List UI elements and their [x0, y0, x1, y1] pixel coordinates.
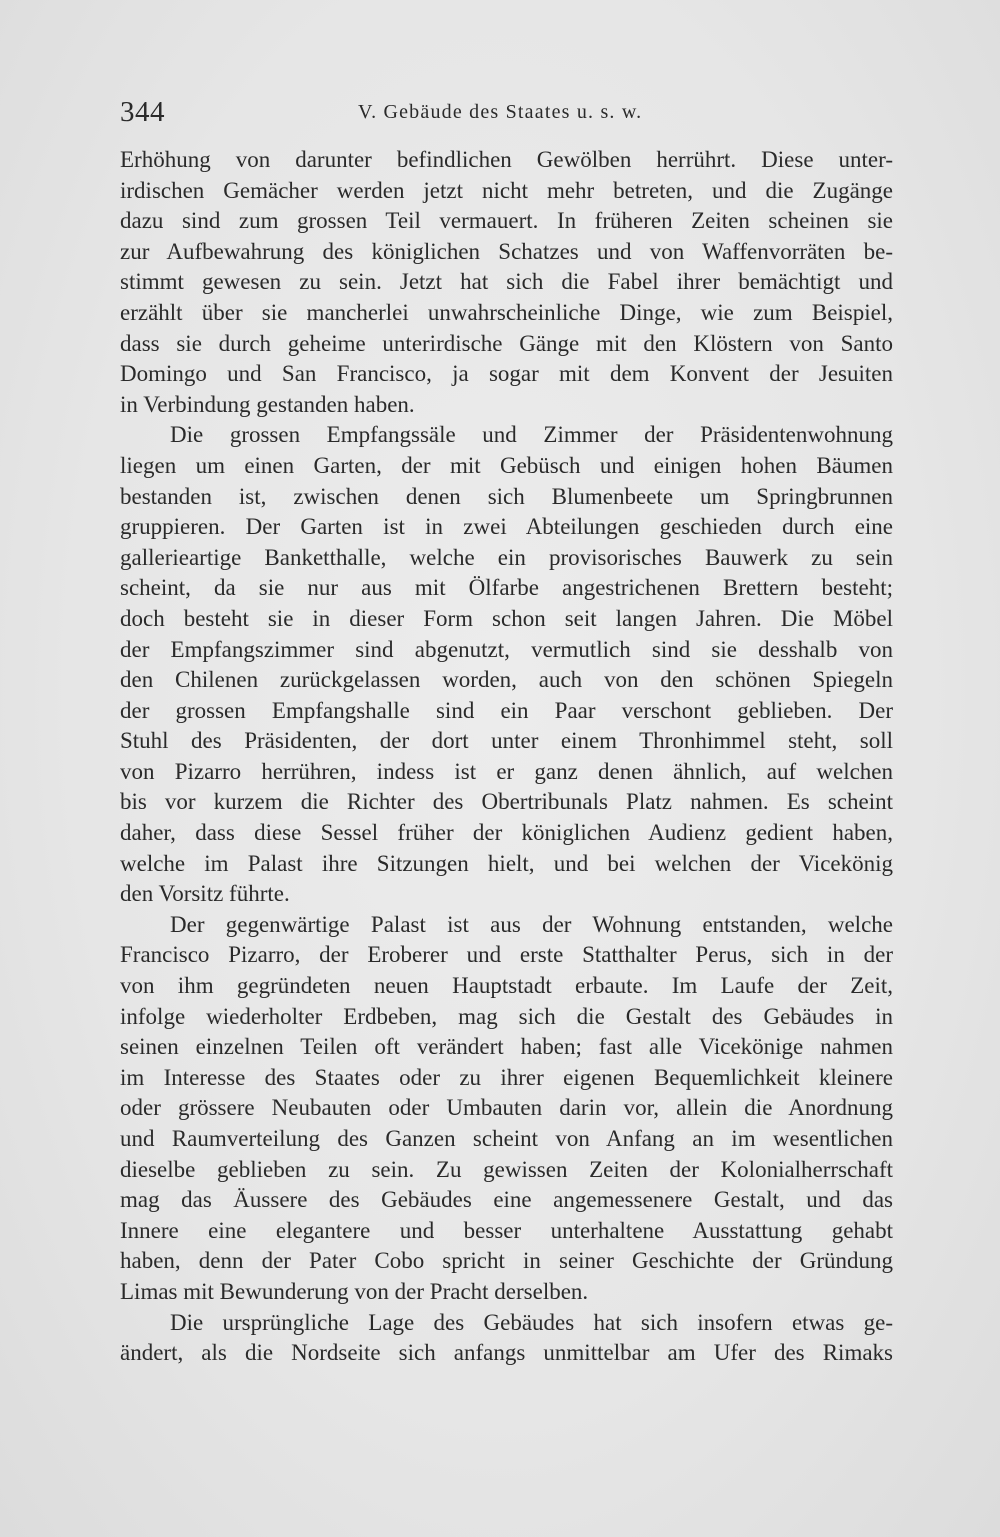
text-line: von Pizarro herrühren, indess ist er ganz denen ähnlich, auf welchen	[120, 758, 893, 784]
text-line: haben, denn der Pater Cobo spricht in seiner Geschichte der Gründung	[120, 1248, 893, 1274]
text-line: Der gegenwärtige Palast ist aus der Wohnung entstanden, welche	[170, 911, 893, 937]
text-line: oder grössere Neubauten oder Umbauten darin vor, allein die Anordnung	[120, 1095, 893, 1121]
text-line: Francisco Pizarro, der Eroberer und erste Statthalter Perus, sich in der	[120, 942, 893, 968]
text-line: Die grossen Empfangssäle und Zimmer der Präsidentenwohnung	[170, 422, 893, 448]
text-line: den Chilenen zurückgelassen worden, auch von den schönen Spiegeln	[120, 667, 893, 693]
text-line: gruppieren. Der Garten ist in zwei Abteilungen geschieden durch eine	[120, 514, 893, 540]
text-line: Die ursprüngliche Lage des Gebäudes hat sich insofern etwas ge-	[170, 1309, 893, 1335]
text-line: der Empfangszimmer sind abgenutzt, vermutlich sind sie desshalb von	[120, 636, 893, 662]
text-line: Domingo und San Francisco, ja sogar mit dem Konvent der Jesuiten	[120, 361, 893, 387]
paragraph	[120, 910, 893, 1308]
text-line: gallerieartige Banketthalle, welche ein provisorisches Bauwerk zu sein	[120, 544, 893, 570]
paragraph	[120, 1308, 893, 1369]
text-line: Stuhl des Präsidenten, der dort unter einem Thronhimmel steht, soll	[120, 728, 893, 754]
text-line: zur Aufbewahrung des königlichen Schatzes und von Waffenvorräten be-	[120, 238, 893, 264]
paragraph	[120, 145, 893, 420]
text-line: scheint, da sie nur aus mit Ölfarbe angestrichenen Brettern besteht;	[120, 575, 893, 601]
text-line: Limas mit Bewunderung von der Pracht derselben.	[120, 1278, 589, 1304]
text-line: erzählt über sie mancherlei unwahrscheinliche Dinge, wie zum Beispiel,	[120, 299, 893, 325]
text-line: dazu sind zum grossen Teil vermauert. In früheren Zeiten scheinen sie	[120, 208, 893, 234]
text-line: in Verbindung gestanden haben.	[120, 391, 415, 417]
text-line: stimmt gewesen zu sein. Jetzt hat sich die Fabel ihrer bemächtigt und	[120, 269, 893, 295]
text-line: liegen um einen Garten, der mit Gebüsch und einigen hohen Bäumen	[120, 452, 893, 478]
running-head: V. Gebäude des Staates u. s. w.	[358, 101, 643, 123]
text-line: dass sie durch geheime unterirdische Gänge mit den Klöstern von Santo	[120, 330, 893, 356]
text-line: ändert, als die Nordseite sich anfangs unmittelbar am Ufer des Rimaks	[120, 1340, 893, 1366]
text-line: bis vor kurzem die Richter des Obertribunals Platz nahmen. Es scheint	[120, 789, 893, 815]
page-number: 344	[120, 96, 165, 128]
text-line: doch besteht sie in dieser Form schon seit langen Jahren. Die Möbel	[120, 605, 893, 631]
text-line: seinen einzelnen Teilen oft verändert haben; fast alle Vicekönige nahmen	[120, 1034, 893, 1060]
text-line: daher, dass diese Sessel früher der königlichen Audienz gedient haben,	[120, 820, 893, 846]
body-text	[120, 145, 893, 1369]
text-line: der grossen Empfangshalle sind ein Paar verschont geblieben. Der	[120, 697, 893, 723]
text-line: dieselbe geblieben zu sein. Zu gewissen Zeiten der Kolonialherrschaft	[120, 1156, 893, 1182]
text-line: mag das Äussere des Gebäudes eine angemessenere Gestalt, und das	[120, 1187, 893, 1213]
text-line: welche im Palast ihre Sitzungen hielt, und bei welchen der Vicekönig	[120, 850, 893, 876]
text-line: irdischen Gemächer werden jetzt nicht mehr betreten, und die Zugänge	[120, 177, 893, 203]
text-line: Erhöhung von darunter befindlichen Gewölben herrührt. Diese unter-	[120, 147, 893, 172]
text-line: den Vorsitz führte.	[120, 881, 290, 907]
text-line: infolge wiederholter Erdbeben, mag sich die Gestalt des Gebäudes in	[120, 1003, 893, 1029]
text-line: bestanden ist, zwischen denen sich Blumenbeete um Springbrunnen	[120, 483, 893, 509]
paragraph	[120, 420, 893, 910]
text-line: und Raumverteilung des Ganzen scheint von Anfang an im wesentlichen	[120, 1126, 893, 1151]
text-line: Innere eine elegantere und besser unterhaltene Ausstattung gehabt	[120, 1217, 893, 1243]
text-line: im Interesse des Staates oder zu ihrer eigenen Bequemlichkeit kleinere	[120, 1064, 893, 1090]
text-line: von ihm gegründeten neuen Hauptstadt erbaute. Im Laufe der Zeit,	[120, 973, 893, 999]
